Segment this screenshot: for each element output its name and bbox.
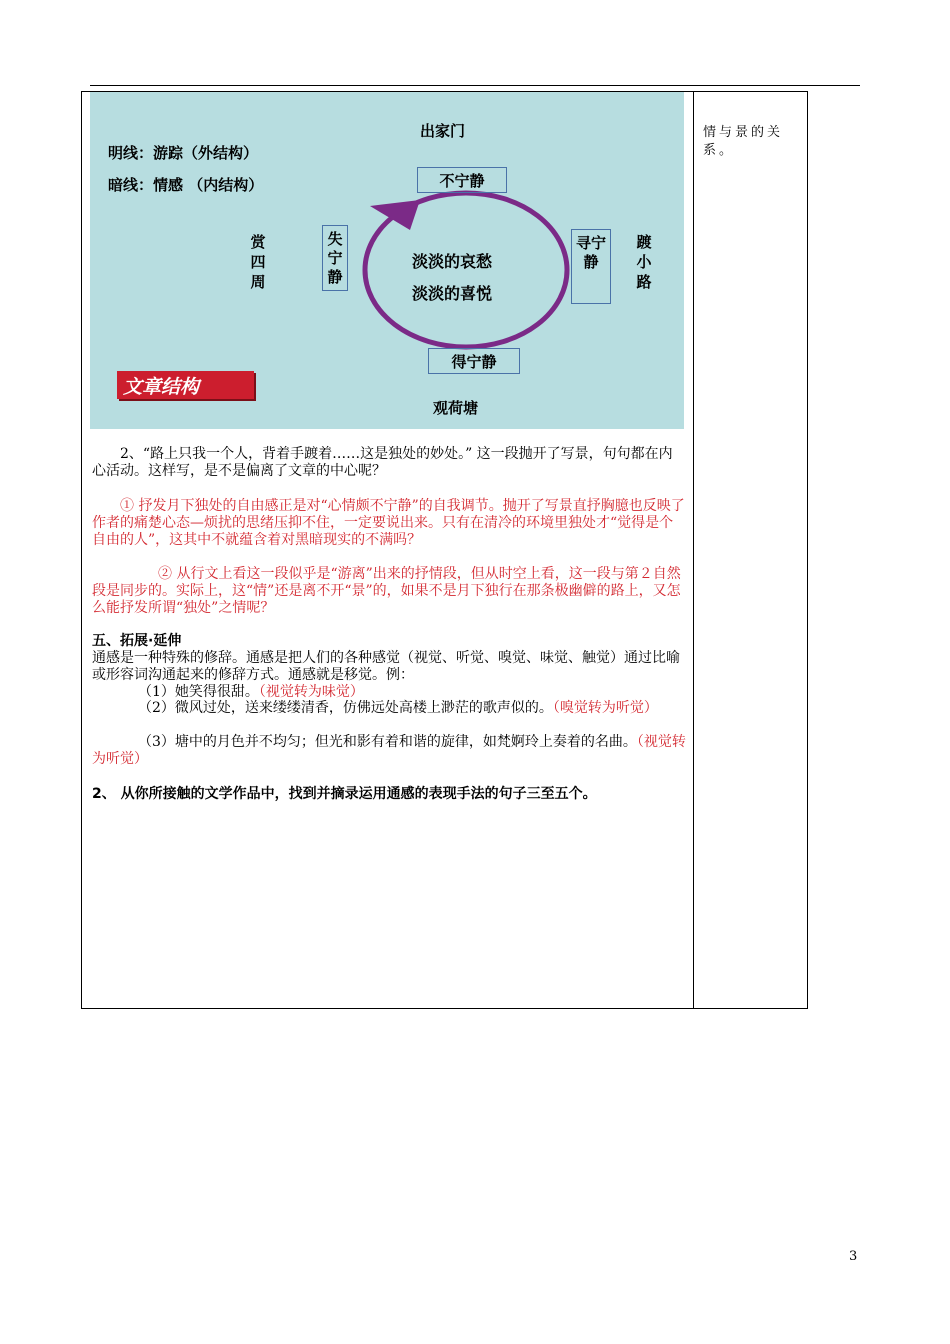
column-divider <box>693 91 694 1009</box>
place-bottom: 观荷塘 <box>433 399 479 417</box>
box-top: 不宁静 <box>417 167 507 193</box>
cycle-arrowhead <box>370 200 420 230</box>
place-left: 赏四周 <box>250 233 266 291</box>
section-5-title: 五、拓展·延伸 <box>92 633 182 649</box>
example-3-text: （3）塘中的月色并不均匀；但光和影有着和谐的旋律，如梵婀玲上奏着的名曲。 <box>138 734 637 750</box>
example-3-note: （视觉转为听觉） <box>92 734 686 767</box>
box-right: 寻宁静 <box>571 229 611 304</box>
place-right: 踱小路 <box>636 233 652 291</box>
question-2: 2、“路上只我一个人，背着手踱着……这是独处的妙处。” 这一段抛开了写景，句句都在内心活动。这样写，是不是偏离了文章的中心呢？ <box>92 446 673 479</box>
example-2-note: （嗅觉转为听觉） <box>552 700 658 716</box>
example-1-text: （1）她笑得很甜。 <box>138 684 259 700</box>
place-top: 出家门 <box>420 122 466 140</box>
header-rule <box>90 85 860 86</box>
structure-diagram <box>90 92 684 429</box>
ming-xian-label: 明线：游踪（外结构） <box>108 144 259 162</box>
structure-title-tag: 文章结构 <box>117 371 254 399</box>
center-line-2: 淡淡的喜悦 <box>412 284 493 303</box>
example-2-text: （2）微风过处，送来缕缕清香，仿佛远处高楼上渺茫的歌声似的。 <box>138 700 553 716</box>
answer-1: ① 抒发月下独处的自由感正是对“心情颇不宁静”的自我调节。抛开了写景直抒胸臆也反映了作者的痛楚心态—烦扰的思绪压抑不住，一定要说出来。只有在清冷的环境里独处才“觉得是个自由的人”，这其中不就蕴含着对黑暗现实的不满吗？ <box>92 498 685 548</box>
center-line-1: 淡淡的哀愁 <box>412 252 493 271</box>
box-bottom: 得宁静 <box>428 348 520 374</box>
example-1-note: （视觉转为味觉） <box>258 684 364 700</box>
tonggan-intro: 通感是一种特殊的修辞。通感是把人们的各种感觉（视觉、听觉、嗅觉、味觉、触觉）通过比喻或形容词沟通起来的修辞方式。通感就是移觉。例： <box>92 650 680 683</box>
example-1 <box>92 684 686 701</box>
task-2: 2、 从你所接触的文学作品中，找到并摘录运用通感的表现手法的句子三至五个。 <box>92 786 597 802</box>
example-3 <box>92 734 686 768</box>
answer-2: ② 从行文上看这一段似乎是“游离”出来的抒情段，但从时空上看，这一段与第２自然段是同步的。实际上，这“情”还是离不开“景”的，如果不是月下独行在那条极幽僻的路上，又怎么能抒发所谓“独处”之情呢？ <box>92 566 681 616</box>
page-number: 3 <box>849 1249 858 1264</box>
example-2 <box>92 700 686 717</box>
an-xian-label: 暗线：情感 （内结构） <box>108 176 264 194</box>
box-left: 失宁静 <box>322 225 348 291</box>
side-note: 情与景的关系。 <box>703 125 784 158</box>
